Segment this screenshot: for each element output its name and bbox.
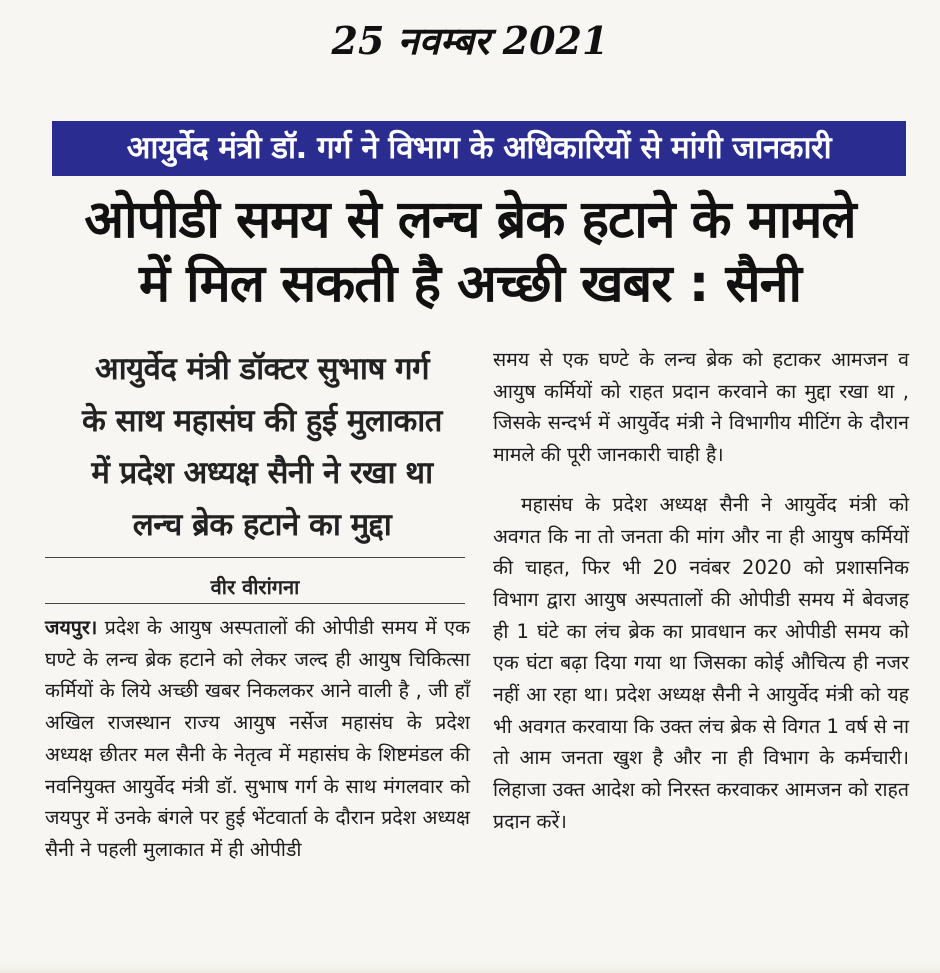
article-paragraph: महासंघ के प्रदेश अध्यक्ष सैनी ने आयुर्वेद मंत्री को अवगत कि ना तो जनता की मांग और ना ही आयुष कर्मियों की चाहत, फिर भी 20 नवंबर 2020 को प्रशासनिक विभाग द्वारा आयुष अस्पतालों की ओपीडी समय में बेवजह ही 1 घंटे का लंच ब्रेक का प्रावधान कर ओपीडी समय को एक घंटा बढ़ा दिया गया था जिसका कोई औचित्य ही नजर नहीं आ रहा था। प्रदेश अध्यक्ष सैनी ने आयुर्वेद मंत्री को यह भी अवगत करवाया कि उक्त लंच ब्रेक से विगत 1 वर्ष से ना तो आम जनता खुश है और ना ही विभाग के कर्मचारी। लिहाजा उक्त आदेश को निरस्त करवाकर आमजन को राहत प्रदान करें। [493, 492, 909, 833]
subhead-line: में प्रदेश अध्यक्ष सैनी ने रखा था [91, 455, 433, 491]
divider [45, 557, 465, 558]
subhead-line: लन्च ब्रेक हटाने का मुद्दा [132, 507, 392, 543]
dateline: जयपुर। [45, 616, 98, 639]
article-paragraph: समय से एक घण्टे के लन्च ब्रेक को हटाकर आमजन व आयुष कर्मियों को राहत प्रदान करवाने का मुद्दा रखा था , जिसके सन्दर्भ में आयुर्वेद मंत्री ने विभागीय मीटिंग के दौरान मामले की पूरी जानकारी चाही है। [493, 348, 909, 467]
page-edge [0, 962, 940, 973]
subhead-line: आयुर्वेद मंत्री डॉक्टर सुभाष गर्ग [94, 351, 430, 387]
publication-date: 25 नवम्बर 2021 [331, 18, 609, 63]
subheadline [42, 343, 482, 551]
divider [45, 603, 465, 604]
headline-line: में मिल सकती है अच्छी खबर : सैनी [138, 254, 801, 314]
headline-line: ओपीडी समय से लन्च ब्रेक हटाने के मामले [84, 190, 856, 250]
subhead-line: के साथ महासंघ की हुई मुलाकात [82, 403, 442, 439]
headline [30, 188, 910, 316]
article-paragraph [45, 612, 470, 866]
kicker-banner: आयुर्वेद मंत्री डॉ. गर्ग ने विभाग के अधिकारियों से मांगी जानकारी [52, 121, 906, 176]
article-column-right [493, 344, 909, 838]
byline: वीर वीरांगना [210, 575, 300, 599]
paragraph-text: प्रदेश के आयुष अस्पतालों की ओपीडी समय में एक घण्टे के लन्च ब्रेक हटाने को लेकर जल्द ही आयुष चिकित्सा कर्मियों के लिये अच्छी खबर निकलकर आने वाली है , जी हाँ अखिल राजस्थान राज्य आयुष नर्सेज महासंघ के प्रदेश अध्यक्ष छीतर मल सैनी के नेतृत्व में महासंघ के शिष्टमंडल की नवनियुक्त आयुर्वेद मंत्री डॉ. सुभाष गर्ग के साथ मंगलवार को जयपुर में उनके बंगले पर हुई भेंटवार्ता के दौरान प्रदेश अध्यक्ष सैनी ने पहली मुलाकात में ही ओपीडी [45, 616, 470, 861]
article-column-left [45, 612, 470, 866]
